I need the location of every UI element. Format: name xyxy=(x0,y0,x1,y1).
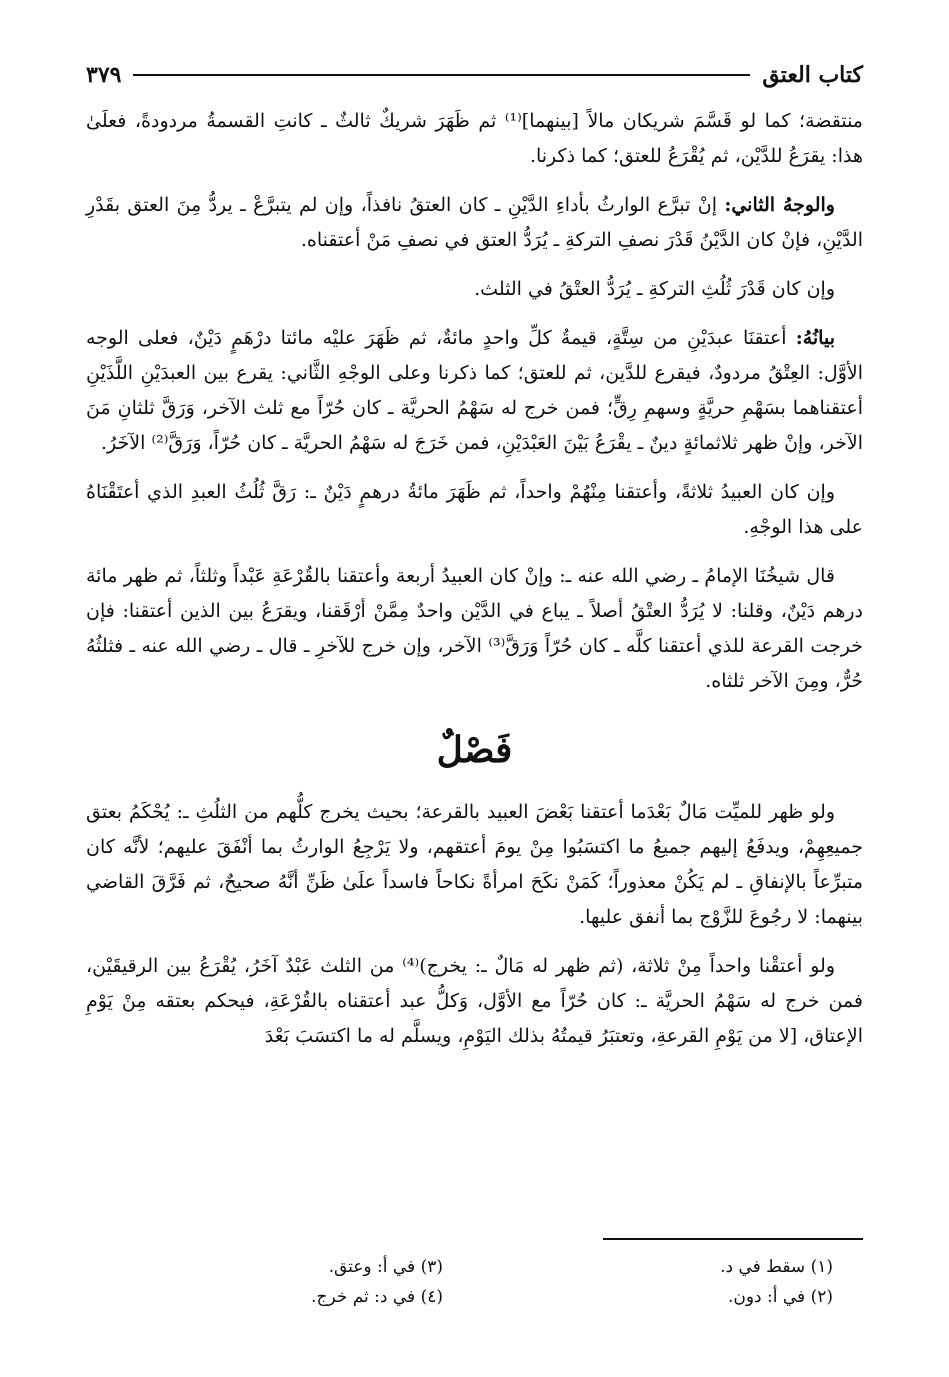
paragraph-text: قال شيخُنَا الإمامُ ـ رضي الله عنه ـ: وإنْ كان العبيدُ أربعة وأعتقنا بالقُرْعَةِ عَبْداً وثلثاً، ثم ظهر مائة درهم دَيْنٌ، وقلنا: لا يُرَدُّ العتْقُ أصلاً ـ يباع في الدَّيْن واحدٌ مِمَّنْ أرْقَقنا، ويقرَعُ بين الذين أعتقنا: فإن خرجت القرعة للذي أعتقنا كلَّه ـ كان حُرّاً وَرَقَّ⁽³⁾ الآخر، وإن خرج للآخرِ ـ قال ـ رضي الله عنه ـ فثلثُهُ حُرٌّ، ومِنَ الآخر ثلثاه. xyxy=(86,565,863,692)
paragraph-lead: بيانُهُ: xyxy=(795,327,835,349)
footnotes-column-right xyxy=(473,1252,833,1312)
book-title: كتاب العتق xyxy=(762,62,863,88)
paragraph-8 xyxy=(86,949,863,1054)
page-number: ٣٧٩ xyxy=(86,62,122,88)
paragraph-text: وإن كان العبيدُ ثلاثةً، وأعتقنا مِنْهُمْ واحداً، ثم ظَهَرَ مائةُ درهمٍ دَيْنٌ ـ: رَقَّ ثُلُثُ العبدِ الذي أعتَقْنَاهُ على هذا الوجْهِ. xyxy=(86,481,863,538)
paragraph-5 xyxy=(86,475,863,545)
paragraph-6 xyxy=(86,559,863,699)
main-text xyxy=(86,104,863,1068)
paragraph-text: منتقضة؛ كما لو قَسَّمَ شريكان مالاً [بينهما]⁽¹⁾ ثم ظَهَرَ شريكٌ ثالثٌ ـ كانتِ القسمةُ مردودةً، فعلَىٰ هذا: يقرَعُ للدَّيْن، ثم يُقْرَعُ للعتق؛ كما ذكرنا. xyxy=(86,110,863,167)
paragraph-text: ولو ظهر للميِّت مَالٌ بَعْدَما أعتقنا بَعْضَ العبيد بالقرعة؛ بحيث يخرج كلُّهم من الثلُثِ ـ: يُحْكَمُ بعتق جميعِهِمْ، ويدفَعُ إليهم جميعُ ما اكتسَبُوا مِنْ يومَ أعتقهم، ولا يَرْجِعُ الوارثُ بما أنْفَقَ عليهم؛ لأنَّه كان متبرِّعاً بالإنفاقِ ـ لم يَكُنْ معذوراً؛ كَمَنْ نكَحَ امرأةً نكاحاً فاسداً علَىٰ ظَنِّ أنَّهُ صحيحٌ، ثم فَرَّقَ القاضي بينهما: لا رجُوعَ للزَّوْج بما أنفق عليها. xyxy=(86,801,863,928)
footnote-3: (٣) في أ: وعتق. xyxy=(328,1257,443,1277)
paragraph-text: أعتقنَا عبدَيْنِ من سِتَّةٍ، قيمةُ كلِّ واحدٍ مائةٌ، ثم ظَهَرَ عليْه مائتا درْهَمٍ دَيْنٌ، فعلى الوجه الأوَّل: العِتْقُ مردودٌ، فيقرع للدَّين، ثم للعتق؛ كما ذكرنا وعلى الوجْهِ الثَّاني: يقرع بين العبدَيْنِ اللَّذَيْنِ أعتقناهما بسَهْمِ حريَّةٍ وسهمِ رِقٍّ؛ فمن خرج له سَهْمُ الحريَّة ـ كان حُرّاً مع ثلث الآخر، وَرَقَّ ثلثانِ مَنَ الآخر، وإنْ ظهر ثلاثمائةٍ دينٌ ـ يقْرَعُ بَيْنَ العَبْدَيْنِ، فمن خَرَجَ له سَهْمُ الحريَّة ـ كان حُرّاً، وَرَقَّ⁽²⁾ الآخَرُ. xyxy=(86,327,863,454)
paragraph-text: ولو أعتقْنا واحداً مِنْ ثلاثة، (ثم ظهر له مَالٌ ـ: يخرج)⁽⁴⁾ من الثلث عَبْدٌ آخَرُ، يُقْرَعُ بين الرقيقَيْن، فمن خرج له سَهْمُ الحريَّة ـ: كان حُرّاً مع الأوَّل، وَكلُّ عبد أعتقناه بالقُرْعَةِ، فيحكم بعتقه مِنْ يَوْمِ الإعتاق، [لا من يَوْمِ القرعةِ، وتعتبَرُ قيمتُهُ بذلك اليَوْمِ، ويسلَّم له ما اكتسَبَ بَعْدَ xyxy=(86,955,863,1047)
footnotes xyxy=(86,1252,863,1332)
footnotes-column-left xyxy=(83,1252,443,1312)
footnote-2: (٢) في أ: دون. xyxy=(727,1287,833,1307)
running-header xyxy=(86,60,863,90)
paragraph-2 xyxy=(86,188,863,258)
paragraph-text: إنْ تبرَّع الوارثُ بأداءِ الدَّيْنِ ـ كان العتقُ نافذاً، وإن لم يتبرَّعْ ـ يردُّ مِنَ العتق بقَدْرِ الدَّيْنِ، فإنْ كان الدَّيْنُ قَدْرَ نصفِ التركةِ ـ يُرَدُّ العتق في نصفِ مَنْ أعتقناه. xyxy=(86,194,863,251)
section-heading: فَصْلٌ xyxy=(436,729,513,771)
paragraph-1 xyxy=(86,104,863,174)
paragraph-7 xyxy=(86,795,863,935)
footnote-4: (٤) في د: ثم خرج. xyxy=(311,1287,443,1307)
paragraph-lead: والوجهُ الثاني: xyxy=(724,194,835,216)
footnote-1: (١) سقط في د. xyxy=(720,1257,833,1277)
footnote-separator xyxy=(603,1238,863,1240)
paragraph-text: وإن كان قَدْرَ ثُلُثِ التركةِ ـ يُرَدُّ العتْقُ في الثلث. xyxy=(474,278,835,300)
paragraph-3 xyxy=(86,272,863,307)
header-rule xyxy=(133,74,750,76)
paragraph-4 xyxy=(86,321,863,461)
